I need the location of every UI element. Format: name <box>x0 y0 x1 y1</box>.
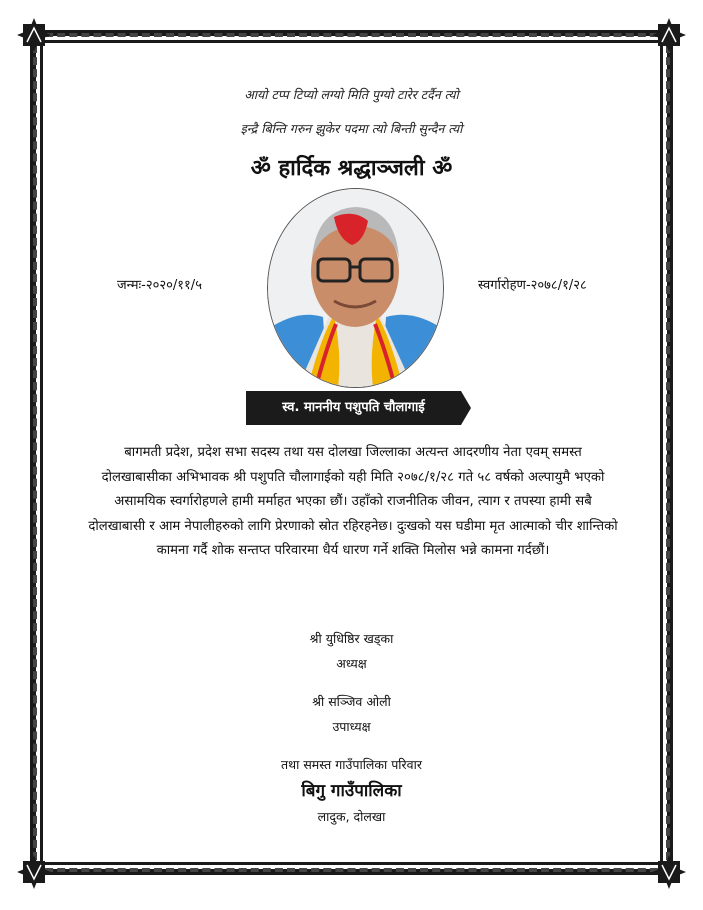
birth-date: जन्मः-२०२०/११/५ <box>117 278 202 293</box>
corner-ornament-icon <box>652 18 686 52</box>
signatory-name: श्री सञ्जिव ओली <box>312 694 391 709</box>
corner-ornament-icon <box>652 855 686 889</box>
name-banner <box>246 391 461 425</box>
signatory-role: उपाध्यक्ष <box>332 719 371 734</box>
signatory-name: श्री युधिष्ठिर खड्का <box>309 631 394 646</box>
organization-name: बिगु गाउँपालिका <box>301 781 402 801</box>
condolence-message: बागमती प्रदेश, प्रदेश सभा सदस्य तथा यस दोलखा जिल्लाका अत्यन्त आदरणीय नेता एवम् समस्त दोलखाबासीका अभिभावक श्री पशुपति चौलागाईको यही मिति २०७८/१/२८ गते ५८ वर्षको अल्पायुमै भएको असामयिक स्वर्गारोहणले हामी मर्माहत भएका छौं। उहाँको राजनीतिक जीवन, त्याग र तपस्या हामी सबै दोलखाबासी र आम नेपालीहरुको लागि प्रेरणाको स्रोत रहिरहनेछ। दुःखको यस घडीमा मृत आत्माको चीर शान्तिको कामना गर्दै शोक सन्तप्त परिवारमा धैर्य धारण गर्ने शक्ति मिलोस भन्ने कामना गर्दछौं। <box>88 445 618 559</box>
organization-location: लादुक, दोलखा <box>317 809 386 824</box>
corner-ornament-icon <box>17 18 51 52</box>
portrait-photo <box>267 188 444 388</box>
portrait-illustration <box>268 189 443 387</box>
signatory-role: अध्यक्ष <box>336 656 367 671</box>
banner-tab-decoration <box>461 391 471 425</box>
page-title: ॐ हार्दिक श्रद्धाञ्जली ॐ <box>250 156 453 181</box>
corner-ornament-icon <box>17 855 51 889</box>
family-line: तथा समस्त गाउँपालिका परिवार <box>281 757 422 772</box>
name-banner-label: स्व. माननीय पशुपति चौलागाई <box>282 400 425 415</box>
poem-line: आयो टप्प टिप्यो लग्यो मिति पुग्यो टारेर टर्दैन त्यो <box>244 87 459 102</box>
death-date: स्वर्गारोहण-२०७८/१/२८ <box>478 278 587 293</box>
poem-line: इन्द्रै बिन्ति गरुन झुकेर पदमा त्यो बिन्ती सुन्दैन त्यो <box>240 121 463 136</box>
